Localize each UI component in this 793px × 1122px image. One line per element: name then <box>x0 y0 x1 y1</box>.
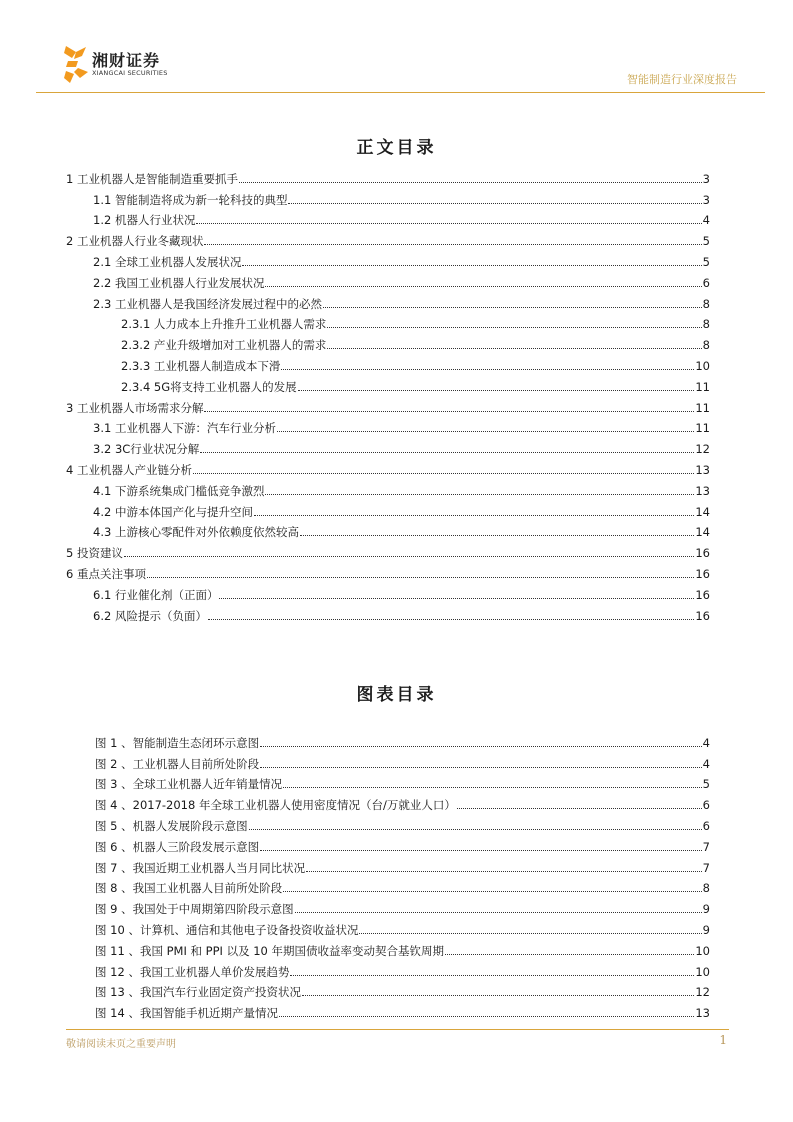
entry-page-number: 11 <box>695 379 710 394</box>
xiangcai-logo-icon <box>62 44 90 84</box>
entry-label: 3 工业机器人市场需求分解 <box>66 400 204 415</box>
entry-label: 6 重点关注事项 <box>66 566 146 581</box>
figure-entry[interactable] <box>95 958 710 979</box>
dot-leader <box>290 975 694 976</box>
toc-entry[interactable] <box>66 331 710 352</box>
footer-disclaimer: 敬请阅读末页之重要声明 <box>66 1039 176 1050</box>
entry-label: 图 1 、智能制造生态闭环示意图 <box>95 735 260 750</box>
entry-page-number: 8 <box>702 338 710 353</box>
toc-entry[interactable] <box>66 207 710 228</box>
toc-entry[interactable] <box>66 248 710 269</box>
dot-leader <box>219 598 694 599</box>
toc-entry[interactable] <box>66 560 710 581</box>
toc-list <box>66 165 710 623</box>
toc-entry[interactable] <box>66 227 710 248</box>
entry-label: 2.3.3 工业机器人制造成本下滑 <box>121 358 281 373</box>
dot-leader <box>283 787 702 788</box>
header-divider <box>36 92 765 93</box>
toc-entry[interactable] <box>66 435 710 456</box>
entry-page-number: 14 <box>695 525 710 540</box>
entry-page-number: 3 <box>702 192 710 207</box>
toc-entry[interactable] <box>66 394 710 415</box>
figure-entry[interactable] <box>95 979 710 1000</box>
page-number: 1 <box>719 1033 727 1047</box>
entry-label: 6.2 风险提示（负面） <box>93 608 207 623</box>
dot-leader <box>457 808 702 809</box>
dot-leader <box>124 556 694 557</box>
toc-entry[interactable] <box>66 602 710 623</box>
entry-page-number: 13 <box>695 1006 710 1021</box>
entry-label: 图 9 、我国处于中周期第四阶段示意图 <box>95 902 294 917</box>
entry-label: 4.2 中游本体国产化与提升空间 <box>93 504 253 519</box>
entry-label: 2.3.1 人力成本上升推升工业机器人需求 <box>121 317 327 332</box>
dot-leader <box>283 891 702 892</box>
entry-page-number: 10 <box>695 943 710 958</box>
dot-leader <box>242 265 701 266</box>
toc-entry[interactable] <box>66 311 710 332</box>
figure-entry[interactable] <box>95 999 710 1020</box>
entry-page-number: 11 <box>695 400 710 415</box>
entry-label: 4 工业机器人产业链分析 <box>66 462 192 477</box>
figure-entry[interactable] <box>95 854 710 875</box>
toc-entry[interactable] <box>66 269 710 290</box>
dot-leader <box>147 577 694 578</box>
entry-label: 图 3 、全球工业机器人近年销量情况 <box>95 777 283 792</box>
dot-leader <box>265 494 694 495</box>
entry-page-number: 8 <box>702 881 710 896</box>
entry-page-number: 12 <box>695 442 710 457</box>
figure-entry[interactable] <box>95 875 710 896</box>
entry-page-number: 6 <box>702 818 710 833</box>
dot-leader <box>239 182 702 183</box>
toc-entry[interactable] <box>66 186 710 207</box>
dot-leader <box>260 746 702 747</box>
dot-leader <box>302 995 694 996</box>
entry-label: 4.3 上游核心零配件对外依赖度依然较高 <box>93 525 299 540</box>
dot-leader <box>193 473 694 474</box>
entry-page-number: 9 <box>702 902 710 917</box>
entry-label: 图 6 、机器人三阶段发展示意图 <box>95 839 260 854</box>
dot-leader <box>300 535 694 536</box>
figure-entry[interactable] <box>95 916 710 937</box>
toc-entry[interactable] <box>66 373 710 394</box>
dot-leader <box>277 431 694 432</box>
entry-label: 图 4 、2017-2018 年全球工业机器人使用密度情况（台/万就业人口） <box>95 798 456 813</box>
entry-page-number: 10 <box>695 358 710 373</box>
dot-leader <box>279 1016 694 1017</box>
report-type-label: 智能制造行业深度报告 <box>627 73 737 86</box>
toc-title: 正文目录 <box>356 138 437 158</box>
figure-entry[interactable] <box>95 750 710 771</box>
entry-label: 1 工业机器人是智能制造重要抓手 <box>66 171 238 186</box>
logo-chinese-name: 湘财证券 <box>92 51 161 70</box>
figure-entry[interactable] <box>95 791 710 812</box>
dot-leader <box>298 390 695 391</box>
entry-page-number: 5 <box>702 234 710 249</box>
figure-entry[interactable] <box>95 812 710 833</box>
entry-page-number: 10 <box>695 964 710 979</box>
dot-leader <box>200 452 694 453</box>
entry-label: 5 投资建议 <box>66 546 123 561</box>
entry-page-number: 16 <box>695 546 710 561</box>
toc-entry[interactable] <box>66 539 710 560</box>
figures-list <box>95 729 710 1020</box>
logo-english-name: XIANGCAI SECURITIES <box>92 69 168 77</box>
entry-page-number: 5 <box>702 777 710 792</box>
toc-entry[interactable] <box>66 165 710 186</box>
entry-label: 图 2 、工业机器人目前所处阶段 <box>95 756 260 771</box>
dot-leader <box>265 286 701 287</box>
toc-entry[interactable] <box>66 352 710 373</box>
entry-page-number: 16 <box>695 608 710 623</box>
dot-leader <box>281 369 694 370</box>
entry-page-number: 16 <box>695 587 710 602</box>
entry-page-number: 8 <box>702 296 710 311</box>
dot-leader <box>260 850 702 851</box>
dot-leader <box>327 348 701 349</box>
entry-label: 图 12 、我国工业机器人单价发展趋势 <box>95 964 290 979</box>
figure-entry[interactable] <box>95 833 710 854</box>
toc-entry[interactable] <box>66 456 710 477</box>
entry-label: 6.1 行业催化剂（正面） <box>93 587 219 602</box>
dot-leader <box>323 307 702 308</box>
entry-page-number: 14 <box>695 504 710 519</box>
entry-page-number: 7 <box>702 860 710 875</box>
entry-label: 图 7 、我国近期工业机器人当月同比状况 <box>95 860 306 875</box>
entry-page-number: 13 <box>695 462 710 477</box>
toc-entry[interactable] <box>66 290 710 311</box>
toc-entry[interactable] <box>66 415 710 436</box>
entry-page-number: 6 <box>702 275 710 290</box>
entry-label: 3.2 3C行业状况分解 <box>93 442 200 457</box>
entry-page-number: 4 <box>702 756 710 771</box>
toc-entry[interactable] <box>66 519 710 540</box>
company-logo <box>62 44 202 84</box>
entry-label: 图 14 、我国智能手机近期产量情况 <box>95 1006 278 1021</box>
entry-page-number: 16 <box>695 566 710 581</box>
dot-leader <box>254 515 694 516</box>
dot-leader <box>295 912 702 913</box>
dot-leader <box>260 767 702 768</box>
entry-page-number: 4 <box>702 735 710 750</box>
figure-entry[interactable] <box>95 729 710 750</box>
entry-page-number: 5 <box>702 254 710 269</box>
entry-label: 2 工业机器人行业冬藏现状 <box>66 234 204 249</box>
dot-leader <box>288 203 701 204</box>
entry-label: 图 11 、我国 PMI 和 PPI 以及 10 年期国债收益率变动契合基钦周期 <box>95 943 445 958</box>
entry-page-number: 3 <box>702 171 710 186</box>
figure-entry[interactable] <box>95 895 710 916</box>
entry-page-number: 4 <box>702 213 710 228</box>
dot-leader <box>196 223 701 224</box>
toc-entry[interactable] <box>66 498 710 519</box>
entry-label: 2.3.2 产业升级增加对工业机器人的需求 <box>121 338 327 353</box>
dot-leader <box>204 411 694 412</box>
entry-label: 3.1 工业机器人下游：汽车行业分析 <box>93 421 276 436</box>
dot-leader <box>208 619 694 620</box>
entry-page-number: 6 <box>702 798 710 813</box>
figure-entry[interactable] <box>95 937 710 958</box>
entry-label: 图 10 、计算机、通信和其他电子设备投资收益状况 <box>95 922 359 937</box>
footer-divider <box>66 1029 729 1030</box>
entry-label: 2.3.4 5G将支持工业机器人的发展 <box>121 379 297 394</box>
figure-entry[interactable] <box>95 771 710 792</box>
entry-page-number: 12 <box>695 985 710 1000</box>
dot-leader <box>306 871 702 872</box>
entry-label: 图 8 、我国工业机器人目前所处阶段 <box>95 881 283 896</box>
entry-page-number: 13 <box>695 483 710 498</box>
entry-label: 2.1 全球工业机器人发展状况 <box>93 254 242 269</box>
dot-leader <box>445 954 694 955</box>
entry-label: 4.1 下游系统集成门槛低竞争激烈 <box>93 483 265 498</box>
entry-label: 2.2 我国工业机器人行业发展状况 <box>93 275 265 290</box>
figures-title: 图表目录 <box>356 685 437 705</box>
entry-page-number: 8 <box>702 317 710 332</box>
dot-leader <box>359 933 701 934</box>
entry-page-number: 9 <box>702 922 710 937</box>
entry-label: 2.3 工业机器人是我国经济发展过程中的必然 <box>93 296 322 311</box>
dot-leader <box>204 244 701 245</box>
toc-entry[interactable] <box>66 581 710 602</box>
entry-label: 1.1 智能制造将成为新一轮科技的典型 <box>93 192 288 207</box>
dot-leader <box>327 327 701 328</box>
entry-label: 图 13 、我国汽车行业固定资产投资状况 <box>95 985 301 1000</box>
entry-page-number: 7 <box>702 839 710 854</box>
toc-entry[interactable] <box>66 477 710 498</box>
dot-leader <box>249 829 702 830</box>
entry-label: 图 5 、机器人发展阶段示意图 <box>95 818 248 833</box>
entry-page-number: 11 <box>695 421 710 436</box>
entry-label: 1.2 机器人行业状况 <box>93 213 196 228</box>
